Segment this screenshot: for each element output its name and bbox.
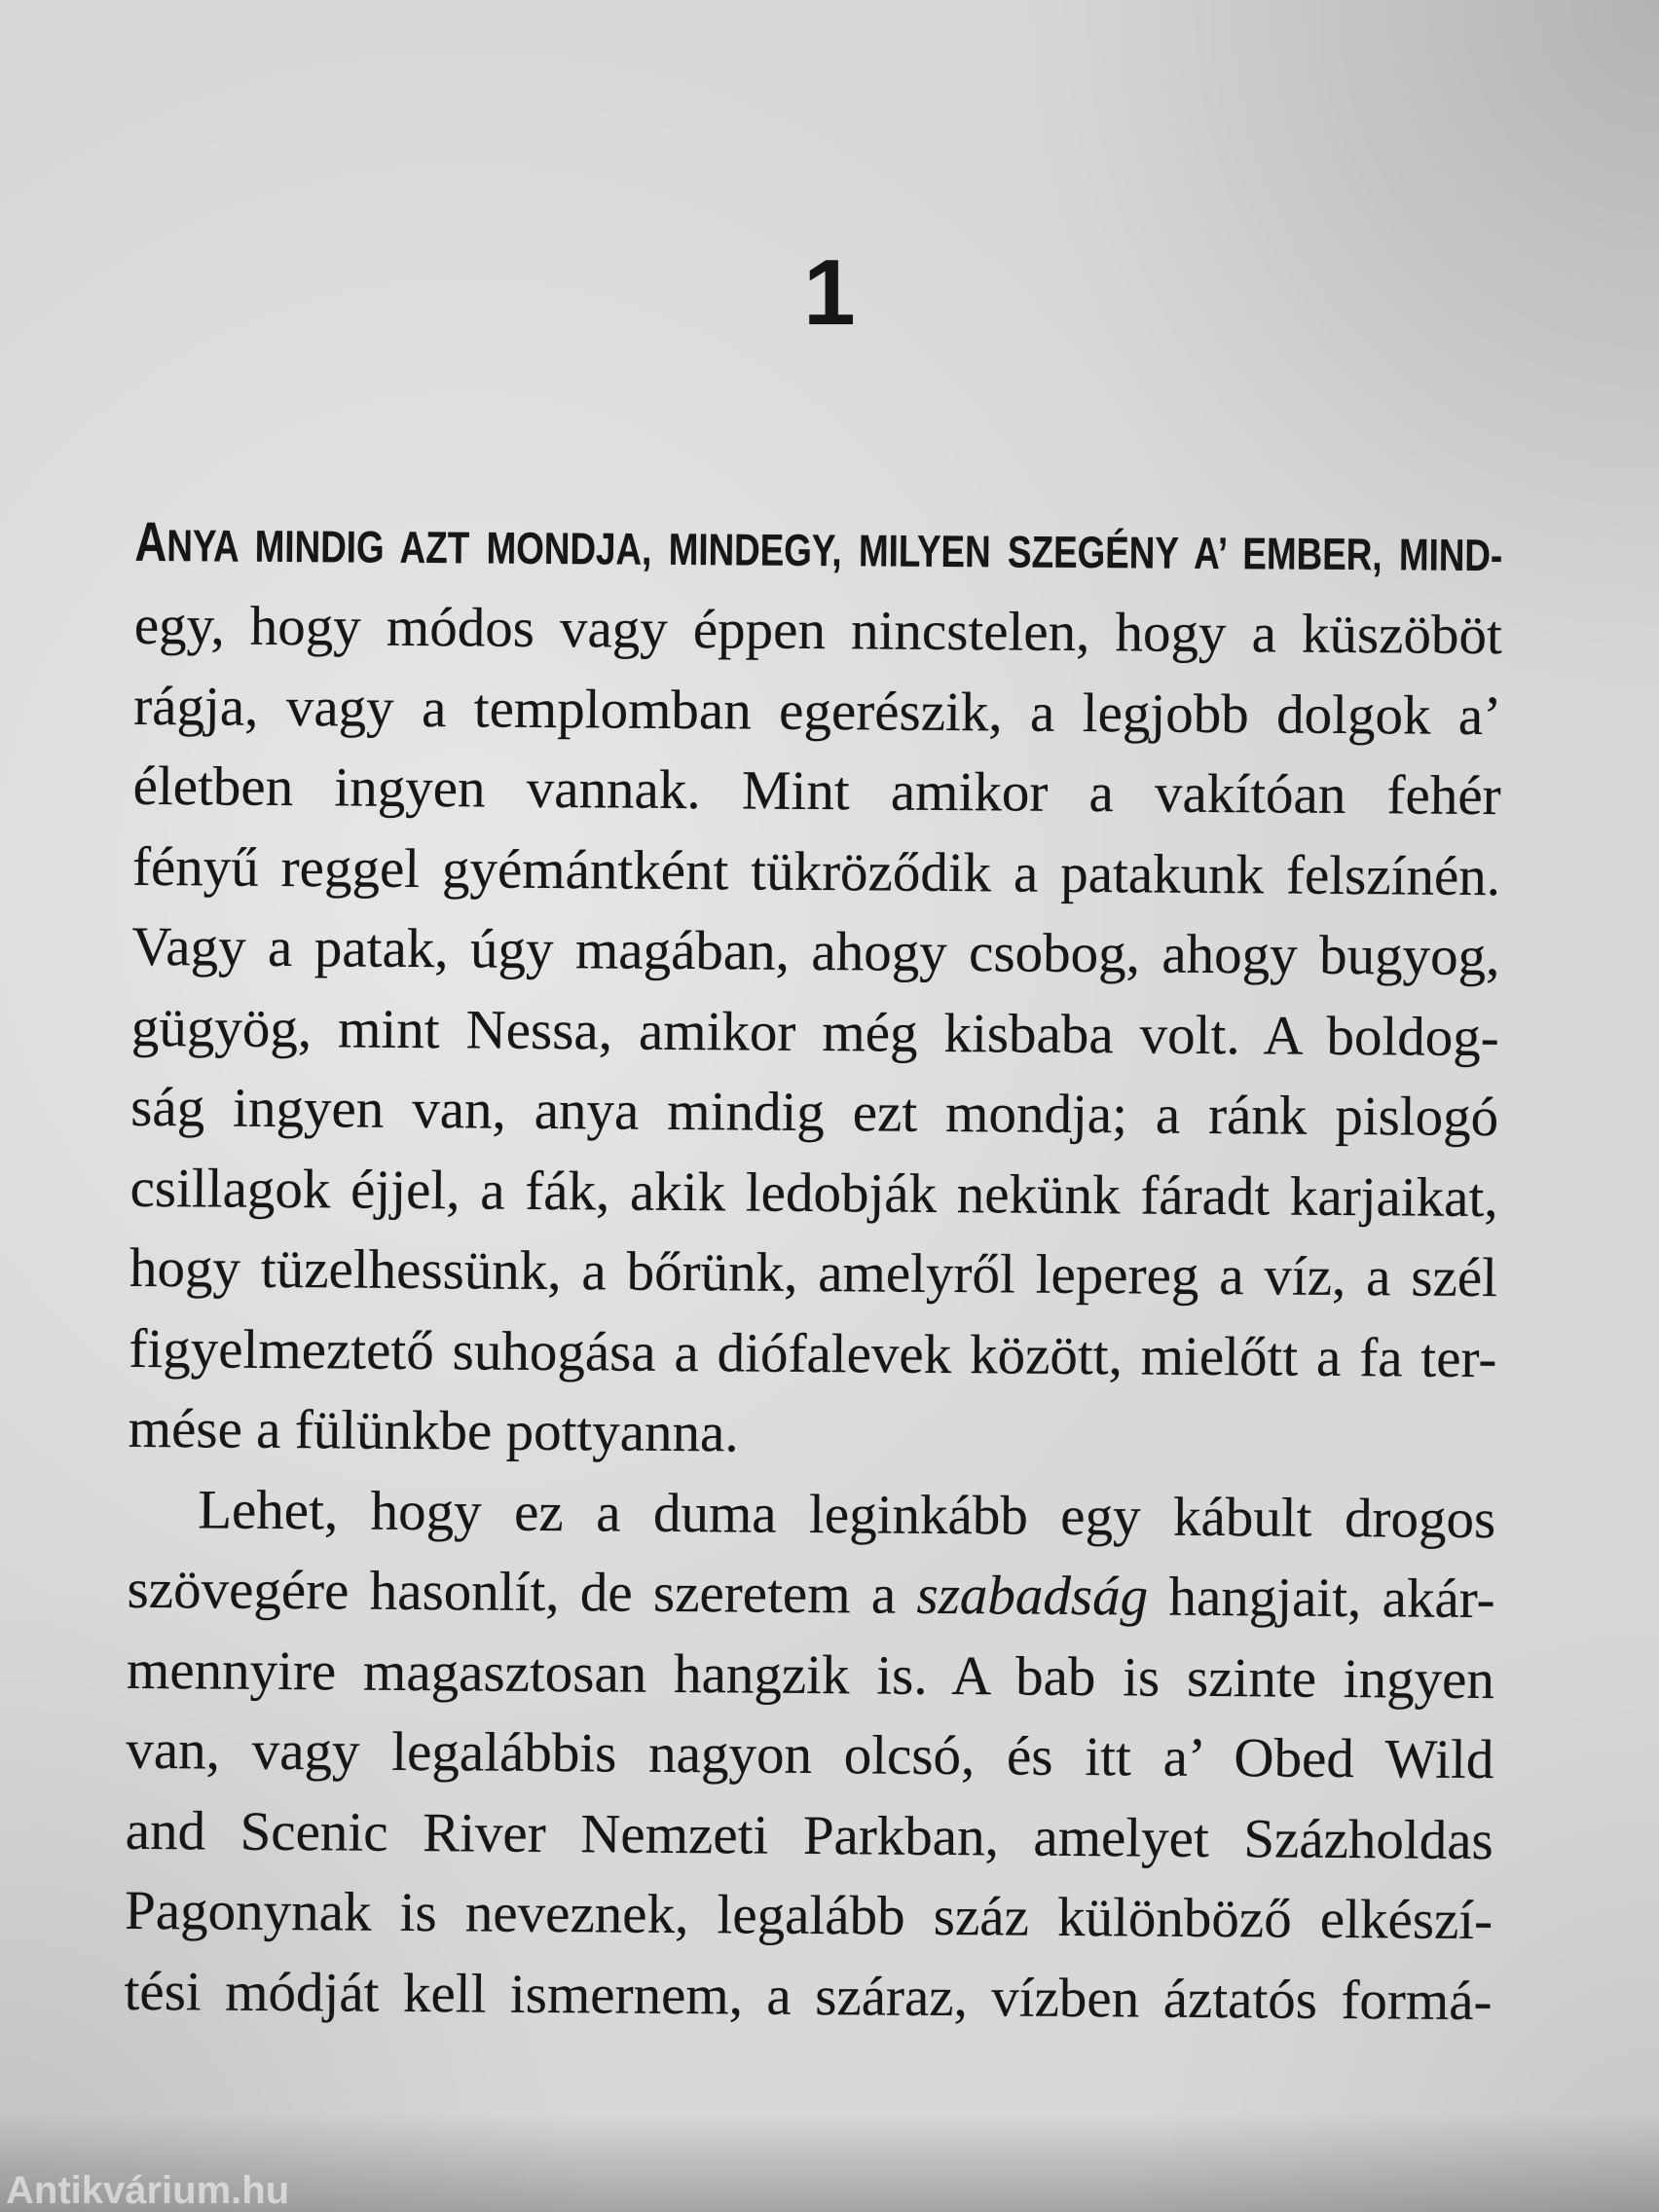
- body-line: gügyög, mint Nessa, amikor még kisbaba volt. A boldog-: [130, 996, 1500, 1068]
- paragraph-2: [124, 1469, 1495, 2042]
- body-line-last: mése a fülünkbe pottyanna.: [128, 1397, 739, 1464]
- line-segment: hangjait, akár-: [1147, 1566, 1495, 1631]
- body-line: ság ingyen van, anya mindig ezt mondja; a ránk pislogó: [130, 1076, 1499, 1149]
- body-line: [127, 1550, 1495, 1641]
- body-line: hogy tüzelhessünk, a bőrünk, amelyről lepereg a víz, a szél: [129, 1236, 1498, 1309]
- body-line: and Scenic River Nemzeti Parkban, amelyet Százholdas: [125, 1799, 1493, 1871]
- body-line: Pagonynak is neveznek, legalább száz különböző elkészí-: [124, 1879, 1493, 1952]
- body-line-indented: Lehet, hogy ez a duma leginkább egy kábult drogos: [197, 1478, 1496, 1550]
- italic-word: szabadság: [916, 1564, 1149, 1628]
- body-line: mennyire magasztosan hangzik is. A bab is szinte ingyen: [126, 1639, 1495, 1711]
- body-line: egy, hogy módos vagy éppen nincstelen, hogy a küszöböt: [133, 594, 1503, 667]
- body-line: életben ingyen vannak. Mint amikor a vakítóan fehér: [132, 755, 1501, 828]
- body-line: fényű reggel gyémántként tükröződik a patakunk felszínén.: [131, 835, 1501, 907]
- lead-rest: NYA MINDIG AZT MONDJA, MINDEGY, MILYEN SZEGÉNY A’ EMBER, MIND-: [166, 520, 1503, 581]
- watermark-text: Antikvárium.hu: [6, 2169, 290, 2212]
- body-line: Vagy a patak, úgy magában, ahogy csobog, ahogy bugyog,: [131, 915, 1500, 988]
- body-line: rágja, vagy a templomban egerészik, a legjobb dolgok a’: [133, 675, 1502, 747]
- chapter-number: 1: [803, 240, 856, 345]
- body-line: csillagok éjjel, a fák, akik ledobják nekünk fáradt karjaikat,: [129, 1157, 1498, 1229]
- body-line: van, vagy legalábbis nagyon olcsó, és itt a’ Obed Wild: [126, 1718, 1494, 1791]
- body-line: figyelmeztető suhogása a diófalevek között, mielőtt a fa ter-: [129, 1317, 1497, 1389]
- lead-line-wrapper: [134, 505, 1503, 596]
- lead-initial: A: [134, 510, 167, 574]
- body-text: [124, 505, 1502, 2042]
- lead-line: [134, 505, 1502, 596]
- body-line: tési módját kell ismernem, a száraz, vízben áztatós formá-: [124, 1960, 1493, 2032]
- paragraph-1: [129, 505, 1503, 1480]
- line-segment: szövegére hasonlít, de szeretem a: [127, 1558, 917, 1626]
